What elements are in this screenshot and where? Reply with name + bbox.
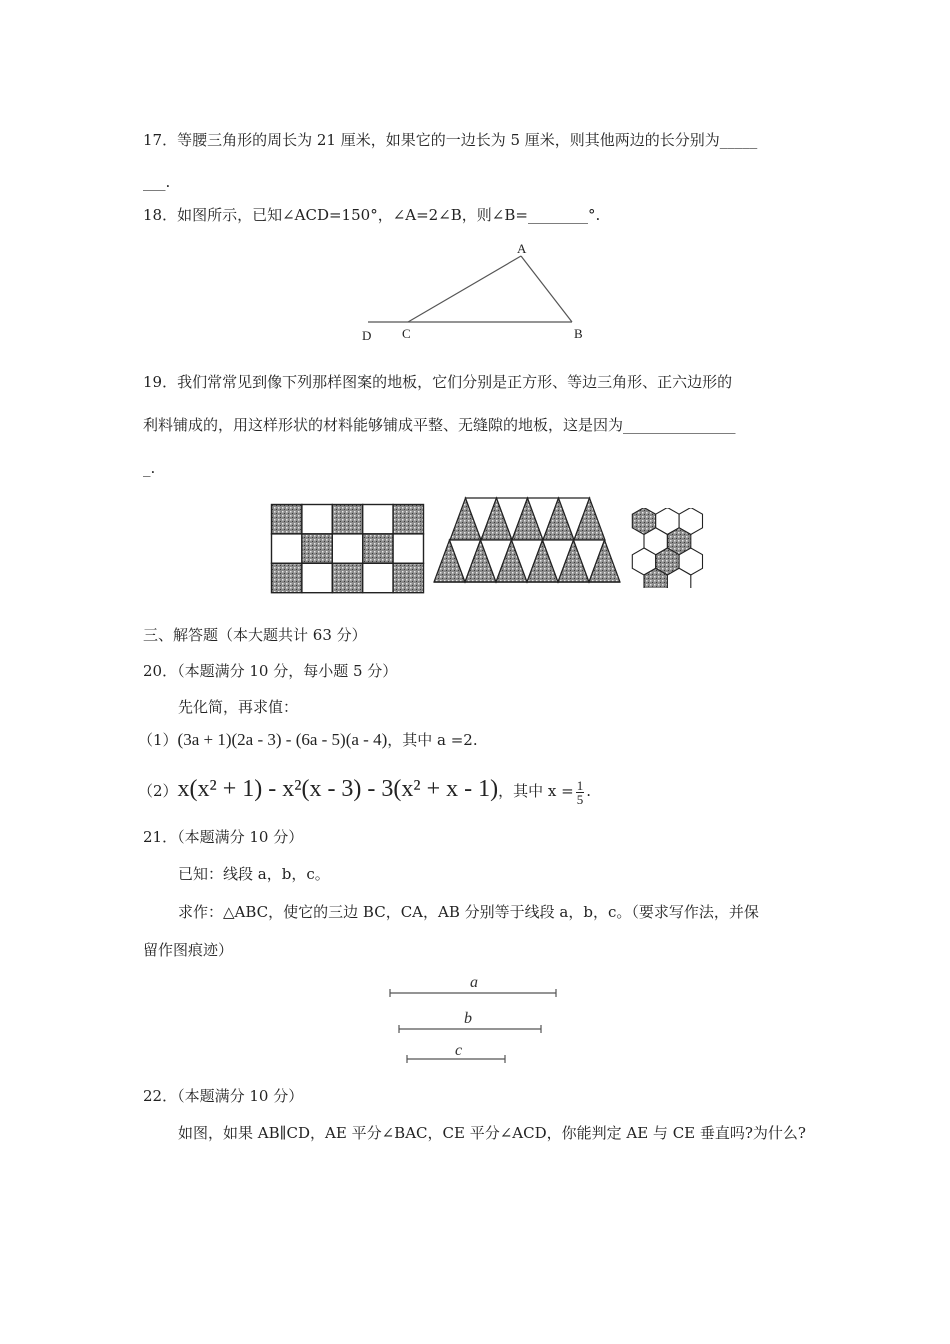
q19-line1: 19．我们常常见到像下列那样图案的地板，它们分别是正方形、等边三角形、正六边形的 (143, 373, 733, 391)
square-tile (393, 505, 423, 534)
q18-triangle-figure (350, 240, 600, 346)
square-tile (332, 505, 362, 534)
q20-p2-numerator: 1 (576, 777, 584, 793)
q20-header: 20．（本题满分 10 分，每小题 5 分） (143, 662, 398, 680)
side-ab (521, 256, 572, 322)
q19-line3: _. (143, 459, 156, 477)
q20-p1-label: （1） (138, 731, 178, 749)
square-tile (393, 534, 423, 563)
q20-part2 (138, 772, 591, 808)
q22-text: 如图，如果 AB∥CD，AE 平分∠BAC，CE 平分∠ACD，你能判定 AE 与 CE 垂直吗?为什么? (178, 1124, 806, 1142)
q20-p1-cond: ，其中 a =2. (387, 731, 478, 749)
section3-title: 三、解答题（本大题共计 63 分） (143, 626, 367, 644)
q21-header: 21．（本题满分 10 分） (143, 828, 304, 846)
side-ca (408, 256, 521, 322)
hexagon-tiling-figure (630, 508, 712, 588)
square-tile (393, 563, 423, 592)
square-tile (302, 534, 332, 563)
segment-a-label: a (470, 974, 478, 991)
square-tile (363, 534, 393, 563)
q20-instruction: 先化简，再求值： (178, 698, 299, 716)
square-tile (332, 534, 362, 563)
q20-part1 (138, 730, 478, 750)
q20-p2-fraction (576, 779, 585, 806)
segment-b-label: b (464, 1010, 472, 1027)
q20-p2-label: （2） (138, 782, 178, 800)
square-tile (363, 563, 393, 592)
q19-line2: 利料铺成的，用这样形状的材料能够铺成平整、无缝隙的地板，这是因为_______________ (143, 416, 736, 434)
square-tiling-figure (270, 503, 425, 596)
q22-header: 22．（本题满分 10 分） (143, 1087, 304, 1105)
square-tile (363, 505, 393, 534)
q20-p2-expr: x(x² + 1) - x²(x - 3) - 3(x² + x - 1) (177, 776, 499, 802)
q20-p2-denominator: 5 (576, 791, 584, 807)
square-tile (302, 505, 332, 534)
square-tile (272, 505, 302, 534)
q17-line2: ___. (143, 173, 171, 191)
q21-given: 已知：线段 a，b，c。 (178, 865, 330, 883)
q21-task-line2: 留作图痕迹） (143, 941, 234, 959)
square-tile (332, 563, 362, 592)
q18-text: 18．如图所示，已知∠ACD=150°，∠A=2∠B，则∠B=________°. (143, 206, 601, 224)
square-tile (302, 563, 332, 592)
q21-task-line1: 求作：△ABC，使它的三边 BC，CA，AB 分别等于线段 a，b，c。（要求写作法，并保 (178, 903, 759, 921)
q17-line1: 17．等腰三角形的周长为 21 厘米，如果它的一边长为 5 厘米，则其他两边的长分别为_____ (143, 131, 758, 149)
square-tile (272, 563, 302, 592)
triangle-tiling-figure (432, 496, 622, 586)
q21-segments-figure (385, 970, 565, 1070)
q20-p2-end: . (586, 782, 591, 800)
label-b: B (574, 326, 583, 341)
label-a: A (517, 241, 527, 256)
segment-c-label: c (455, 1042, 463, 1059)
square-tile (272, 534, 302, 563)
q20-p1-expr: (3a + 1)(2a - 3) - (6a - 5)(a - 4) (177, 730, 388, 749)
label-d: D (362, 328, 372, 343)
label-c: C (402, 326, 411, 341)
q20-p2-cond-prefix: ，其中 x = (498, 782, 574, 800)
